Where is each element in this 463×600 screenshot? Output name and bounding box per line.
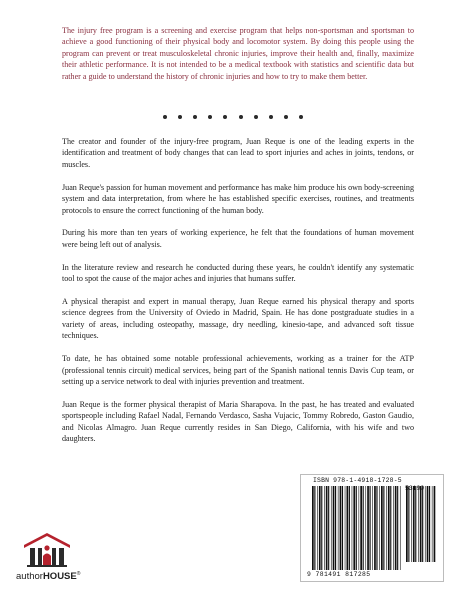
bio-paragraph: To date, he has obtained some notable professional achievements, working as a trainer for the ATP (professional tennis circuit) medical services, being part of the Spanish national tennis Davis Cup team, or setting up a service network to deal with injuries prevention and treatment. [62, 354, 414, 386]
publisher-name-part2: HOUSE [42, 571, 77, 582]
separator-dot [254, 115, 258, 119]
separator-dot [193, 115, 197, 119]
bio-paragraph: The creator and founder of the injury-free program, Juan Reque is one of the leading experts in the identification and treatment of body changes that can lead to sport injuries and aches in joints, tendons, or muscles. [62, 137, 414, 169]
publisher-name-part1: author [16, 571, 43, 582]
separator-dot [163, 115, 167, 119]
bio-paragraph: In the literature review and research he conducted during these years, he couldn't identify any systematic tool to spot the cause of the major aches and injuries that humans suffer. [62, 262, 414, 284]
author-bio [62, 136, 414, 456]
separator-dots [163, 115, 303, 119]
bio-paragraph: During his more than ten years of working experience, he felt that the foundations of human movement were being left out of analysis. [62, 228, 414, 249]
bio-paragraph: Juan Reque's passion for human movement and performance has make him produce his own body-screening system and data interpretation, from where he has established specific exercises, routines, and treatments protocols to ensure the correct functioning of the human body. [62, 182, 414, 215]
separator-dot [239, 115, 243, 119]
separator-dot [178, 115, 182, 119]
barcode-icon [306, 486, 436, 570]
isbn-label: ISBN 978-1-4918-1728-5 [313, 477, 402, 484]
separator-dot [223, 115, 227, 119]
publisher-name [16, 571, 80, 582]
bio-paragraph: A physical therapist and expert in manual therapy, Juan Reque earned his physical therapy and sports science degrees from the University of Oviedo in Madrid, Spain. He has done postgraduate studies in a variety of areas, including osteopathy, massage, dry needling, kinesio-tape, and advanced soft tissue techniques. [62, 297, 414, 341]
authorhouse-logo-icon [22, 532, 72, 568]
intro-paragraph: The injury free program is a screening and exercise program that helps non-sportsman and sportsman to achieve a good functioning of their physical body and locomotor system. By doing this people using the program can prevent or treat musculoskeletal chronic injuries, improve their health and, finally, maximize their athletic performance. It is not intended to be a medical textbook with statistics and scientific data but rather a guide to understand the history of chronic injuries and how to try to make them better. [62, 26, 414, 81]
separator-dot [269, 115, 273, 119]
separator-dot [299, 115, 303, 119]
separator-dot [208, 115, 212, 119]
bio-paragraph: Juan Reque is the former physical therapist of Maria Sharapova. In the past, he has treated and evaluated sportspeople including Rafael Nadal, Fernando Verdasco, Sasha Vujacic, Tommy Robredo, Gaston Gaudio, and Nicolas Almagro. Juan Reque currently resides in San Diego, California, with his wife and two daughters. [62, 399, 414, 444]
ean-digits: 9 781491 817285 [307, 571, 371, 578]
separator-dot [284, 115, 288, 119]
registered-mark: ® [76, 571, 81, 577]
